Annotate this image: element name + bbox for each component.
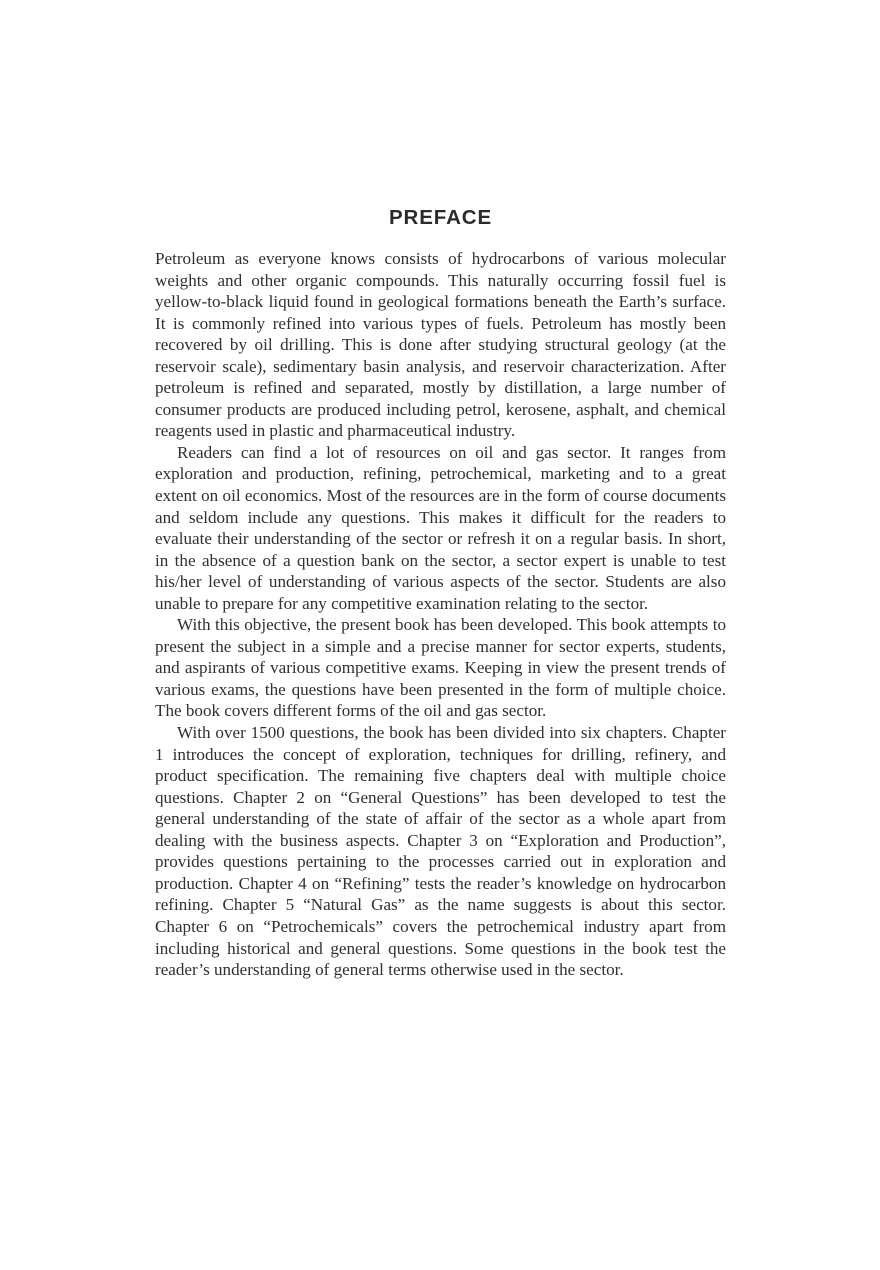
paragraph-book-objective: With this objective, the present book has been developed. This book attempts to present the subject in a simple and a precise manner for sector experts, students, and aspirants of various competitive exams. Keeping in view the present trends of various exams, the questions have been presented in the form of multiple choice. The book covers different forms of the oil and gas sector. — [155, 615, 726, 721]
paragraph-chapter-structure: With over 1500 questions, the book has been divided into six chapters. Chapter 1 introduces the concept of exploration, techniques for drilling, refinery, and product specification. The remaining five chapters deal with multiple choice questions. Chapter 2 on “General Questions” has been developed to test the general understanding of the state of affair of the sector as a whole apart from dealing with the business aspects. Chapter 3 on “Exploration and Production”, provides questions pertaining to the processes carried out in exploration and production. Chapter 4 on “Refining” tests the reader’s knowledge on hydrocarbon refining. Chapter 5 “Natural Gas” as the name suggests is about this sector. Chapter 6 on “Petrochemicals” covers the petrochemical industry apart from including historical and general questions. Some questions in the book test the reader’s understanding of general terms otherwise used in the sector. — [155, 723, 726, 980]
paragraph-petroleum-overview: Petroleum as everyone knows consists of hydrocarbons of various molecular weights and other organic compounds. This naturally occurring fossil fuel is yellow-to-black liquid found in geological formations beneath the Earth’s surface. It is commonly refined into various types of fuels. Petroleum has mostly been recovered by oil drilling. This is done after studying structural geology (at the reservoir scale), sedimentary basin analysis, and reservoir characterization. After petroleum is refined and separated, mostly by distillation, a large number of consumer products are produced including petrol, kerosene, asphalt, and chemical reagents used in plastic and pharmaceutical industry. — [155, 249, 726, 441]
text-column — [155, 205, 726, 981]
page-title: PREFACE — [388, 206, 493, 229]
paragraph-resources-gap: Readers can find a lot of resources on oil and gas sector. It ranges from exploration and production, refining, petrochemical, marketing and to a great extent on oil economics. Most of the resources are in the form of course documents and seldom include any questions. This makes it difficult for the readers to evaluate their understanding of the sector or refresh it on a regular basis. In short, in the absence of a question bank on the sector, a sector expert is unable to test his/her level of understanding of various aspects of the sector. Students are also unable to prepare for any competitive examination relating to the sector. — [155, 442, 726, 613]
